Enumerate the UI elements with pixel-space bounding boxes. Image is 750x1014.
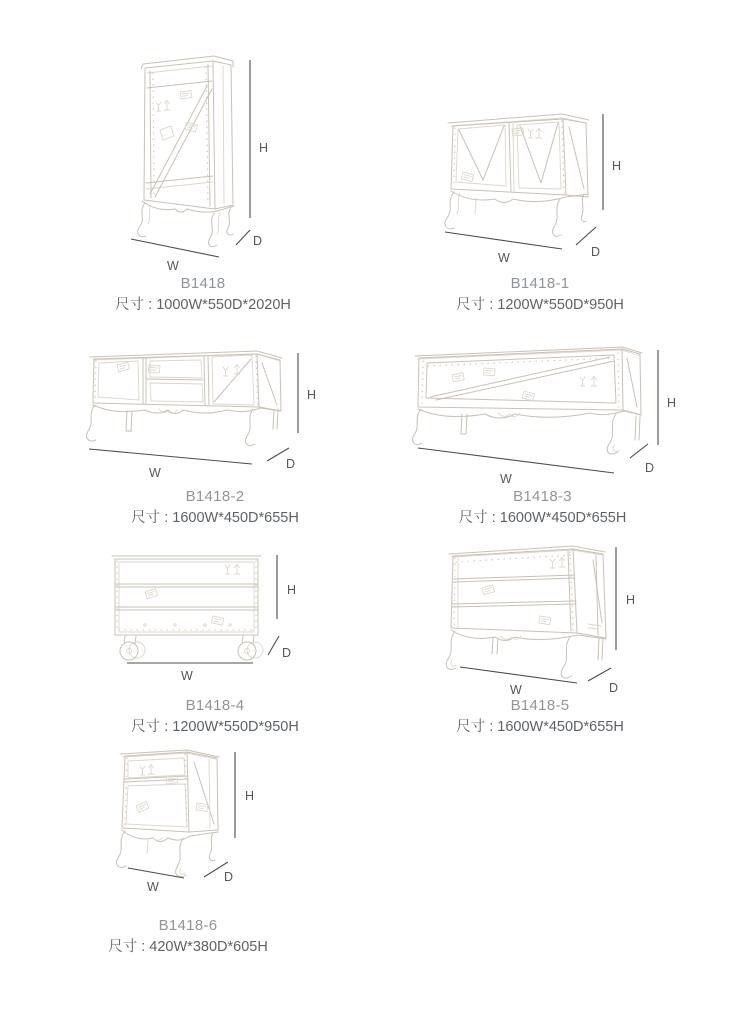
- product-card-b1418: [63, 42, 343, 314]
- cabinet-body: [141, 56, 233, 209]
- height-dimension: [277, 555, 296, 619]
- width-dim-label: W: [500, 472, 512, 486]
- width-dimension: [89, 449, 252, 480]
- depth-dim-label: D: [591, 245, 601, 259]
- cabinet-body: [449, 546, 606, 638]
- size-value: 420W*380D*605H: [149, 939, 268, 955]
- caster-wheels: [120, 635, 263, 660]
- product-size: [75, 718, 355, 736]
- depth-dimension: [588, 668, 618, 695]
- size-value: 1600W*450D*655H: [499, 510, 627, 526]
- size-prefix: 尺寸 :: [131, 510, 173, 526]
- size-value: 1000W*550D*2020H: [156, 297, 291, 313]
- height-dim-label: H: [287, 583, 297, 597]
- width-dim-label: W: [147, 880, 159, 894]
- product-size: [63, 296, 343, 314]
- product-card-b1418-1: [400, 42, 680, 314]
- product-card-b1418-2: [75, 345, 355, 527]
- depth-dim-label: D: [609, 681, 619, 695]
- width-dimension: [460, 667, 577, 696]
- width-dim-label: W: [498, 251, 510, 265]
- size-prefix: 尺寸 :: [115, 297, 157, 313]
- height-dimension: [298, 353, 316, 433]
- cabinet-body: [448, 114, 589, 197]
- product-size: [400, 718, 680, 736]
- height-dim-label: H: [259, 141, 269, 155]
- depth-dimension: [630, 444, 654, 475]
- size-value: 1200W*550D*950H: [172, 719, 299, 735]
- cabinet-body: [112, 556, 261, 635]
- height-dim-label: H: [307, 388, 317, 402]
- cabinet-legs: [87, 405, 281, 445]
- product-model: B1418-6: [158, 917, 218, 934]
- size-value: 1200W*550D*950H: [497, 297, 624, 313]
- height-dimension: [603, 114, 621, 210]
- width-dimension: [445, 232, 562, 265]
- furniture-sketch-two-door-sideboard: [400, 42, 680, 274]
- product-size: [75, 509, 355, 527]
- height-dim-label: H: [612, 159, 622, 173]
- height-dimension: [658, 350, 676, 445]
- height-dim-label: H: [626, 593, 636, 607]
- product-size: [48, 938, 328, 956]
- width-dim-label: W: [510, 683, 522, 696]
- height-dimension: [235, 752, 254, 838]
- depth-dim-label: D: [286, 457, 296, 471]
- size-value: 1600W*450D*655H: [497, 719, 624, 735]
- cabinet-legs: [445, 191, 588, 236]
- depth-dim-label: D: [253, 234, 263, 248]
- width-dim-label: W: [181, 669, 193, 683]
- depth-dim-label: D: [645, 461, 655, 475]
- depth-dimension: [268, 636, 291, 660]
- product-model: B1418-5: [510, 697, 570, 714]
- product-model: B1418-3: [513, 488, 572, 505]
- size-value: 1600W*450D*655H: [172, 510, 299, 526]
- size-prefix: 尺寸 :: [458, 510, 500, 526]
- furniture-sketch-three-drawer-chest: [400, 542, 680, 696]
- depth-dimension: [236, 230, 262, 248]
- height-dim-label: H: [245, 789, 255, 803]
- width-dim-label: W: [149, 466, 161, 480]
- furniture-sketch-tall-cabinet: [63, 42, 343, 274]
- cabinet-legs: [117, 830, 218, 877]
- product-card-b1418-3: [400, 345, 685, 527]
- cabinet-body: [90, 351, 282, 411]
- depth-dim-label: D: [282, 646, 292, 660]
- product-card-b1418-5: [400, 542, 680, 736]
- width-dimension: [127, 663, 253, 683]
- product-model: B1418-2: [185, 488, 245, 505]
- size-prefix: 尺寸 :: [456, 719, 498, 735]
- product-model: B1418: [180, 275, 226, 292]
- size-prefix: 尺寸 :: [108, 939, 150, 955]
- cabinet-body: [415, 347, 642, 415]
- depth-dimension: [267, 448, 295, 471]
- product-model: B1418-1: [510, 275, 570, 292]
- product-model: B1418-4: [185, 697, 245, 714]
- cabinet-legs: [446, 630, 606, 678]
- width-dim-label: W: [167, 259, 179, 273]
- cabinet-legs: [413, 409, 641, 454]
- depth-dim-label: D: [224, 870, 234, 884]
- depth-dimension: [204, 862, 233, 884]
- height-dimension: [616, 547, 635, 650]
- product-size: [400, 509, 685, 527]
- height-dim-label: H: [667, 396, 677, 410]
- furniture-sketch-chest-on-casters: [75, 550, 355, 696]
- size-prefix: 尺寸 :: [456, 297, 498, 313]
- cabinet-body: [120, 750, 219, 832]
- width-dimension: [418, 448, 614, 486]
- size-prefix: 尺寸 :: [131, 719, 173, 735]
- furniture-sketch-tv-console: [75, 345, 355, 487]
- width-dimension: [131, 239, 219, 273]
- product-card-b1418-6: [48, 748, 328, 956]
- depth-dimension: [576, 227, 600, 259]
- product-card-b1418-4: [75, 550, 355, 736]
- height-dimension: [250, 60, 268, 218]
- product-size: [400, 296, 680, 314]
- furniture-sketch-bedside-cabinet: [48, 748, 328, 916]
- furniture-sketch-low-sideboard: [400, 345, 685, 487]
